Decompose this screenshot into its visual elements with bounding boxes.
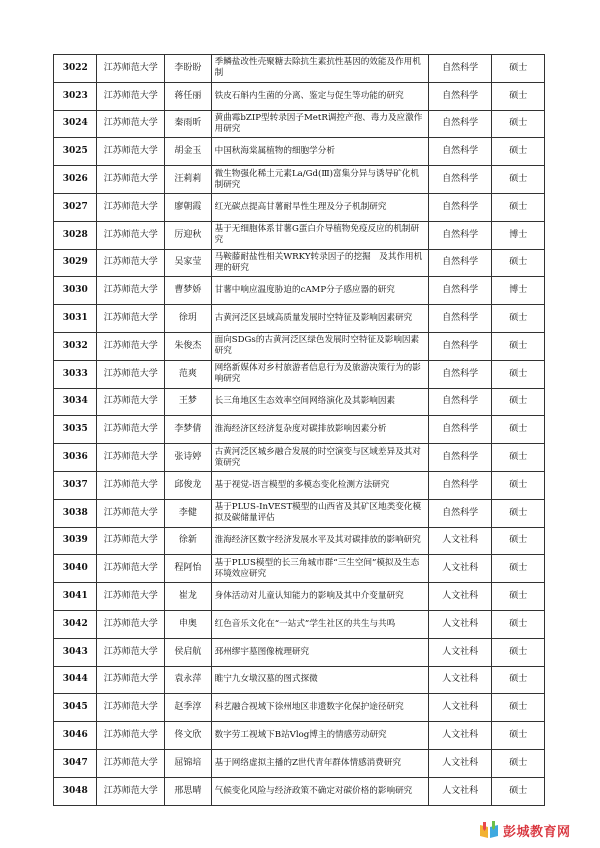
subject-category-cell: 自然科学 [428,166,492,194]
school-name-cell: 江苏师范大学 [97,638,165,666]
table-row [54,749,545,777]
table-row [54,471,545,499]
row-id-cell: 3039 [54,527,97,555]
subject-category-cell: 自然科学 [428,55,492,83]
table-row [54,360,545,388]
subject-category-cell: 人文社科 [428,583,492,611]
student-name-cell: 崔龙 [165,583,211,611]
subject-category-cell: 自然科学 [428,82,492,110]
degree-level-cell: 硕士 [492,638,545,666]
subject-category-cell: 自然科学 [428,416,492,444]
school-name-cell: 江苏师范大学 [97,499,165,527]
degree-level-cell: 硕士 [492,777,545,805]
degree-level-cell: 硕士 [492,249,545,277]
subject-category-cell: 自然科学 [428,444,492,472]
subject-category-cell: 自然科学 [428,388,492,416]
school-name-cell: 江苏师范大学 [97,277,165,305]
school-name-cell: 江苏师范大学 [97,527,165,555]
project-title-cell: 古黄河泛区县域高质量发展时空特征及影响因素研究 [211,305,428,333]
degree-level-cell: 博士 [492,277,545,305]
row-id-cell: 3041 [54,583,97,611]
project-title-cell: 基于无细胞体系甘薯G蛋白介导植物免疫反应的机制研究 [211,221,428,249]
degree-level-cell: 硕士 [492,749,545,777]
student-name-cell: 李健 [165,499,211,527]
row-id-cell: 3031 [54,305,97,333]
project-title-cell: 基于PLUS-InVEST模型的山西省及其矿区地类变化模拟及碳储量评估 [211,499,428,527]
degree-level-cell: 硕士 [492,138,545,166]
student-name-cell: 侯启航 [165,638,211,666]
school-name-cell: 江苏师范大学 [97,305,165,333]
subject-category-cell: 人文社科 [428,555,492,583]
table-row [54,777,545,805]
student-name-cell: 厉迎秋 [165,221,211,249]
row-id-cell: 3032 [54,332,97,360]
row-id-cell: 3025 [54,138,97,166]
project-title-cell: 古黄河泛区城乡融合发展的时空演变与区域差异及其对策研究 [211,444,428,472]
row-id-cell: 3048 [54,777,97,805]
table-row [54,583,545,611]
student-name-cell: 徐新 [165,527,211,555]
school-name-cell: 江苏师范大学 [97,110,165,138]
row-id-cell: 3037 [54,471,97,499]
degree-level-cell: 硕士 [492,471,545,499]
school-name-cell: 江苏师范大学 [97,666,165,694]
subject-category-cell: 人文社科 [428,666,492,694]
degree-level-cell: 硕士 [492,444,545,472]
subject-category-cell: 人文社科 [428,527,492,555]
project-title-cell: 基于视觉-语言模型的多模态变化检测方法研究 [211,471,428,499]
student-name-cell: 曹梦娇 [165,277,211,305]
project-title-cell: 铁皮石斛内生菌的分离、鉴定与促生等功能的研究 [211,82,428,110]
table-row [54,555,545,583]
student-name-cell: 邱俊龙 [165,471,211,499]
subject-category-cell: 自然科学 [428,305,492,333]
school-name-cell: 江苏师范大学 [97,82,165,110]
degree-level-cell: 博士 [492,221,545,249]
subject-category-cell: 自然科学 [428,193,492,221]
project-title-cell: 红光碳点提高甘薯耐旱性生理及分子机制研究 [211,193,428,221]
project-title-cell: 红色音乐文化在“一站式”学生社区的共生与共鸣 [211,610,428,638]
project-title-cell: 身体活动对儿童认知能力的影响及其中介变量研究 [211,583,428,611]
table-row [54,277,545,305]
degree-level-cell: 硕士 [492,722,545,750]
table-row [54,110,545,138]
school-name-cell: 江苏师范大学 [97,749,165,777]
table-row [54,332,545,360]
row-id-cell: 3023 [54,82,97,110]
subject-category-cell: 自然科学 [428,332,492,360]
row-id-cell: 3036 [54,444,97,472]
table-row [54,388,545,416]
subject-category-cell: 人文社科 [428,722,492,750]
subject-category-cell: 人文社科 [428,777,492,805]
row-id-cell: 3045 [54,694,97,722]
table-row [54,193,545,221]
project-title-cell: 中国秋海棠属植物的细胞学分析 [211,138,428,166]
project-title-cell: 邳州缪宇墓图像梳理研究 [211,638,428,666]
table-row [54,416,545,444]
student-name-cell: 程阿怡 [165,555,211,583]
row-id-cell: 3026 [54,166,97,194]
student-name-cell: 蒋任丽 [165,82,211,110]
degree-level-cell: 硕士 [492,666,545,694]
subject-category-cell: 自然科学 [428,277,492,305]
project-title-cell: 淮海经济区经济复杂度对碳排放影响因素分析 [211,416,428,444]
student-name-cell: 吴家莹 [165,249,211,277]
table-row [54,55,545,83]
degree-level-cell: 硕士 [492,499,545,527]
student-name-cell: 李梦倩 [165,416,211,444]
student-name-cell: 赵季淳 [165,694,211,722]
student-name-cell: 秦雨昕 [165,110,211,138]
degree-level-cell: 硕士 [492,610,545,638]
student-name-cell: 袁永萍 [165,666,211,694]
student-name-cell: 胡金玉 [165,138,211,166]
degree-level-cell: 硕士 [492,193,545,221]
school-name-cell: 江苏师范大学 [97,249,165,277]
project-title-cell: 面向SDGs的古黄河泛区绿色发展时空特征及影响因素研究 [211,332,428,360]
student-name-cell: 廖朝霞 [165,193,211,221]
student-name-cell: 佟文欣 [165,722,211,750]
school-name-cell: 江苏师范大学 [97,777,165,805]
project-title-cell: 数字劳工视域下B站Vlog博主的情感劳动研究 [211,722,428,750]
subject-category-cell: 自然科学 [428,221,492,249]
project-title-cell: 基于PLUS模型的长三角城市群“三生空间”模拟及生态环境效应研究 [211,555,428,583]
table-row [54,166,545,194]
school-name-cell: 江苏师范大学 [97,332,165,360]
student-name-cell: 邢思晴 [165,777,211,805]
degree-level-cell: 硕士 [492,166,545,194]
row-id-cell: 3027 [54,193,97,221]
project-title-cell: 气候变化风险与经济政策不确定对碳价格的影响研究 [211,777,428,805]
student-name-cell: 朱俊杰 [165,332,211,360]
school-name-cell: 江苏师范大学 [97,360,165,388]
degree-level-cell: 硕士 [492,110,545,138]
row-id-cell: 3030 [54,277,97,305]
subject-category-cell: 人文社科 [428,749,492,777]
degree-level-cell: 硕士 [492,360,545,388]
school-name-cell: 江苏师范大学 [97,694,165,722]
project-title-cell: 科艺融合视域下徐州地区非遗数字化保护途径研究 [211,694,428,722]
row-id-cell: 3034 [54,388,97,416]
school-name-cell: 江苏师范大学 [97,388,165,416]
row-id-cell: 3044 [54,666,97,694]
row-id-cell: 3046 [54,722,97,750]
subject-category-cell: 自然科学 [428,499,492,527]
project-title-cell: 季鳞盐改性壳聚糖去除抗生素抗性基因的效能及作用机制 [211,55,428,83]
student-name-cell: 徐玥 [165,305,211,333]
degree-level-cell: 硕士 [492,555,545,583]
degree-level-cell: 硕士 [492,332,545,360]
table-row [54,610,545,638]
school-name-cell: 江苏师范大学 [97,583,165,611]
table-row [54,666,545,694]
subject-category-cell: 自然科学 [428,471,492,499]
degree-level-cell: 硕士 [492,305,545,333]
row-id-cell: 3043 [54,638,97,666]
table-row [54,527,545,555]
row-id-cell: 3022 [54,55,97,83]
table-row [54,305,545,333]
student-name-cell: 申奥 [165,610,211,638]
book-pencil-logo-icon [478,820,500,840]
table-row [54,82,545,110]
subject-category-cell: 人文社科 [428,638,492,666]
degree-level-cell: 硕士 [492,388,545,416]
school-name-cell: 江苏师范大学 [97,471,165,499]
results-table [53,54,545,806]
degree-level-cell: 硕士 [492,55,545,83]
row-id-cell: 3029 [54,249,97,277]
row-id-cell: 3038 [54,499,97,527]
table-row [54,499,545,527]
student-name-cell: 李盼盼 [165,55,211,83]
subject-category-cell: 自然科学 [428,360,492,388]
row-id-cell: 3033 [54,360,97,388]
table-row [54,444,545,472]
school-name-cell: 江苏师范大学 [97,166,165,194]
subject-category-cell: 自然科学 [428,110,492,138]
table-row [54,221,545,249]
student-name-cell: 范爽 [165,360,211,388]
table-row [54,138,545,166]
school-name-cell: 江苏师范大学 [97,416,165,444]
school-name-cell: 江苏师范大学 [97,444,165,472]
project-title-cell: 马鞍藤耐盐性相关WRKY转录因子的挖掘 及其作用机理的研究 [211,249,428,277]
degree-level-cell: 硕士 [492,82,545,110]
project-title-cell: 微生物强化稀土元素La/Gd(Ⅲ)富集分异与诱导矿化机制研究 [211,166,428,194]
subject-category-cell: 人文社科 [428,694,492,722]
project-title-cell: 网络新媒体对乡村旅游者信息行为及旅游决策行为的影响研究 [211,360,428,388]
project-title-cell: 长三角地区生态效率空间网络演化及其影响因素 [211,388,428,416]
school-name-cell: 江苏师范大学 [97,221,165,249]
row-id-cell: 3024 [54,110,97,138]
degree-level-cell: 硕士 [492,527,545,555]
row-id-cell: 3028 [54,221,97,249]
subject-category-cell: 人文社科 [428,610,492,638]
student-name-cell: 王梦 [165,388,211,416]
results-table-body [54,55,545,806]
project-title-cell: 甘薯中响应温度胁迫的cAMP分子感应器的研究 [211,277,428,305]
student-name-cell: 汪莉莉 [165,166,211,194]
table-row [54,638,545,666]
school-name-cell: 江苏师范大学 [97,722,165,750]
student-name-cell: 张诗婷 [165,444,211,472]
watermark-logo [478,818,598,842]
row-id-cell: 3040 [54,555,97,583]
project-title-cell: 黄曲霉bZIP型转录因子MetR调控产孢、毒力及应激作用研究 [211,110,428,138]
subject-category-cell: 自然科学 [428,249,492,277]
school-name-cell: 江苏师范大学 [97,610,165,638]
project-title-cell: 基于网络虚拟主播的Z世代青年群体情感消费研究 [211,749,428,777]
table-row [54,722,545,750]
school-name-cell: 江苏师范大学 [97,138,165,166]
table-row [54,249,545,277]
row-id-cell: 3042 [54,610,97,638]
degree-level-cell: 硕士 [492,583,545,611]
row-id-cell: 3035 [54,416,97,444]
degree-level-cell: 硕士 [492,416,545,444]
school-name-cell: 江苏师范大学 [97,193,165,221]
subject-category-cell: 自然科学 [428,138,492,166]
project-title-cell: 淮海经济区数字经济发展水平及其对碳排放的影响研究 [211,527,428,555]
row-id-cell: 3047 [54,749,97,777]
project-title-cell: 睢宁九女墩汉墓的图式探微 [211,666,428,694]
degree-level-cell: 硕士 [492,694,545,722]
student-name-cell: 屈锦培 [165,749,211,777]
school-name-cell: 江苏师范大学 [97,55,165,83]
school-name-cell: 江苏师范大学 [97,555,165,583]
table-row [54,694,545,722]
watermark-text: 彭城教育网 [503,824,571,840]
